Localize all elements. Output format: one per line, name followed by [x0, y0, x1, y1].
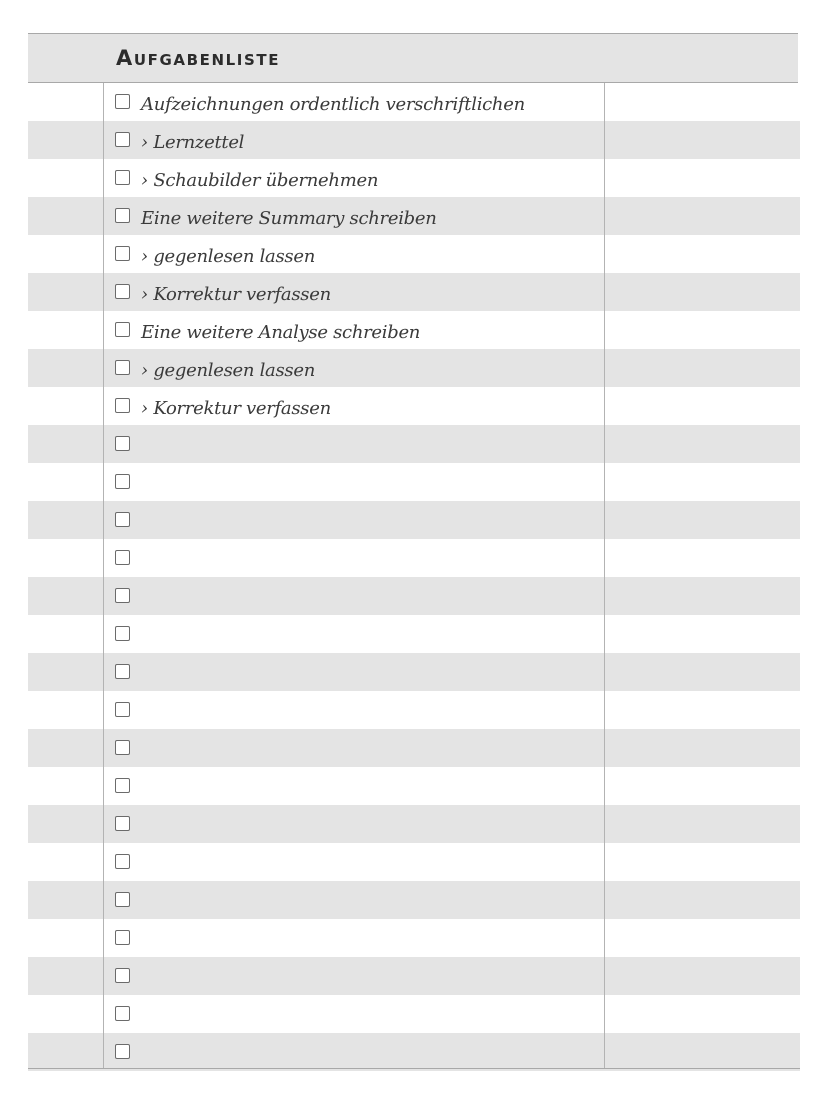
task-checkbox[interactable] — [115, 778, 130, 793]
task-checkbox[interactable] — [115, 892, 130, 907]
task-row — [28, 805, 800, 843]
task-text[interactable]: › Lernzettel — [141, 132, 245, 153]
task-text[interactable]: Eine weitere Summary schreiben — [141, 208, 437, 229]
task-text[interactable]: › Schaubilder übernehmen — [141, 170, 379, 191]
task-checkbox[interactable] — [115, 1006, 130, 1021]
task-text[interactable]: › Korrektur verfassen — [141, 284, 331, 305]
task-row — [28, 311, 800, 349]
task-checkbox[interactable] — [115, 664, 130, 679]
task-row — [28, 387, 800, 425]
task-row — [28, 843, 800, 881]
task-text[interactable]: › Korrektur verfassen — [141, 398, 331, 419]
task-row — [28, 539, 800, 577]
task-text[interactable]: Aufzeichnungen ordentlich verschriftlichen — [141, 94, 525, 115]
task-checkbox[interactable] — [115, 702, 130, 717]
task-checkbox[interactable] — [115, 626, 130, 641]
task-checkbox[interactable] — [115, 246, 130, 261]
task-checkbox[interactable] — [115, 968, 130, 983]
task-checkbox[interactable] — [115, 588, 130, 603]
task-row — [28, 615, 800, 653]
task-checkbox[interactable] — [115, 512, 130, 527]
task-row — [28, 919, 800, 957]
task-rows — [28, 83, 800, 1069]
task-checkbox[interactable] — [115, 816, 130, 831]
task-checkbox[interactable] — [115, 854, 130, 869]
task-checkbox[interactable] — [115, 208, 130, 223]
right-column-line — [604, 83, 605, 1069]
task-row — [28, 159, 800, 197]
task-row — [28, 767, 800, 805]
task-row — [28, 691, 800, 729]
task-row — [28, 273, 800, 311]
task-row — [28, 235, 800, 273]
task-text[interactable]: › gegenlesen lassen — [141, 360, 315, 381]
task-checkbox[interactable] — [115, 170, 130, 185]
task-row — [28, 83, 800, 121]
left-margin-line — [103, 83, 104, 1069]
task-checkbox[interactable] — [115, 94, 130, 109]
task-checkbox[interactable] — [115, 322, 130, 337]
task-row — [28, 463, 800, 501]
bottom-rule — [28, 1068, 800, 1069]
task-text[interactable]: Eine weitere Analyse schreiben — [141, 322, 421, 343]
task-checkbox[interactable] — [115, 550, 130, 565]
task-text[interactable]: › gegenlesen lassen — [141, 246, 315, 267]
task-checkbox[interactable] — [115, 132, 130, 147]
task-row — [28, 501, 800, 539]
task-row — [28, 121, 800, 159]
task-row — [28, 653, 800, 691]
task-checkbox[interactable] — [115, 1044, 130, 1059]
task-row — [28, 957, 800, 995]
task-row — [28, 349, 800, 387]
task-checkbox[interactable] — [115, 436, 130, 451]
task-checkbox[interactable] — [115, 930, 130, 945]
task-checkbox[interactable] — [115, 398, 130, 413]
task-row — [28, 1033, 800, 1071]
task-row — [28, 995, 800, 1033]
task-row — [28, 577, 800, 615]
task-row — [28, 881, 800, 919]
task-row — [28, 729, 800, 767]
task-checkbox[interactable] — [115, 740, 130, 755]
task-checkbox[interactable] — [115, 284, 130, 299]
task-row — [28, 197, 800, 235]
task-list-header — [28, 33, 798, 83]
task-row — [28, 425, 800, 463]
page-title: Aufgabenliste — [116, 46, 281, 70]
task-checkbox[interactable] — [115, 474, 130, 489]
task-checkbox[interactable] — [115, 360, 130, 375]
